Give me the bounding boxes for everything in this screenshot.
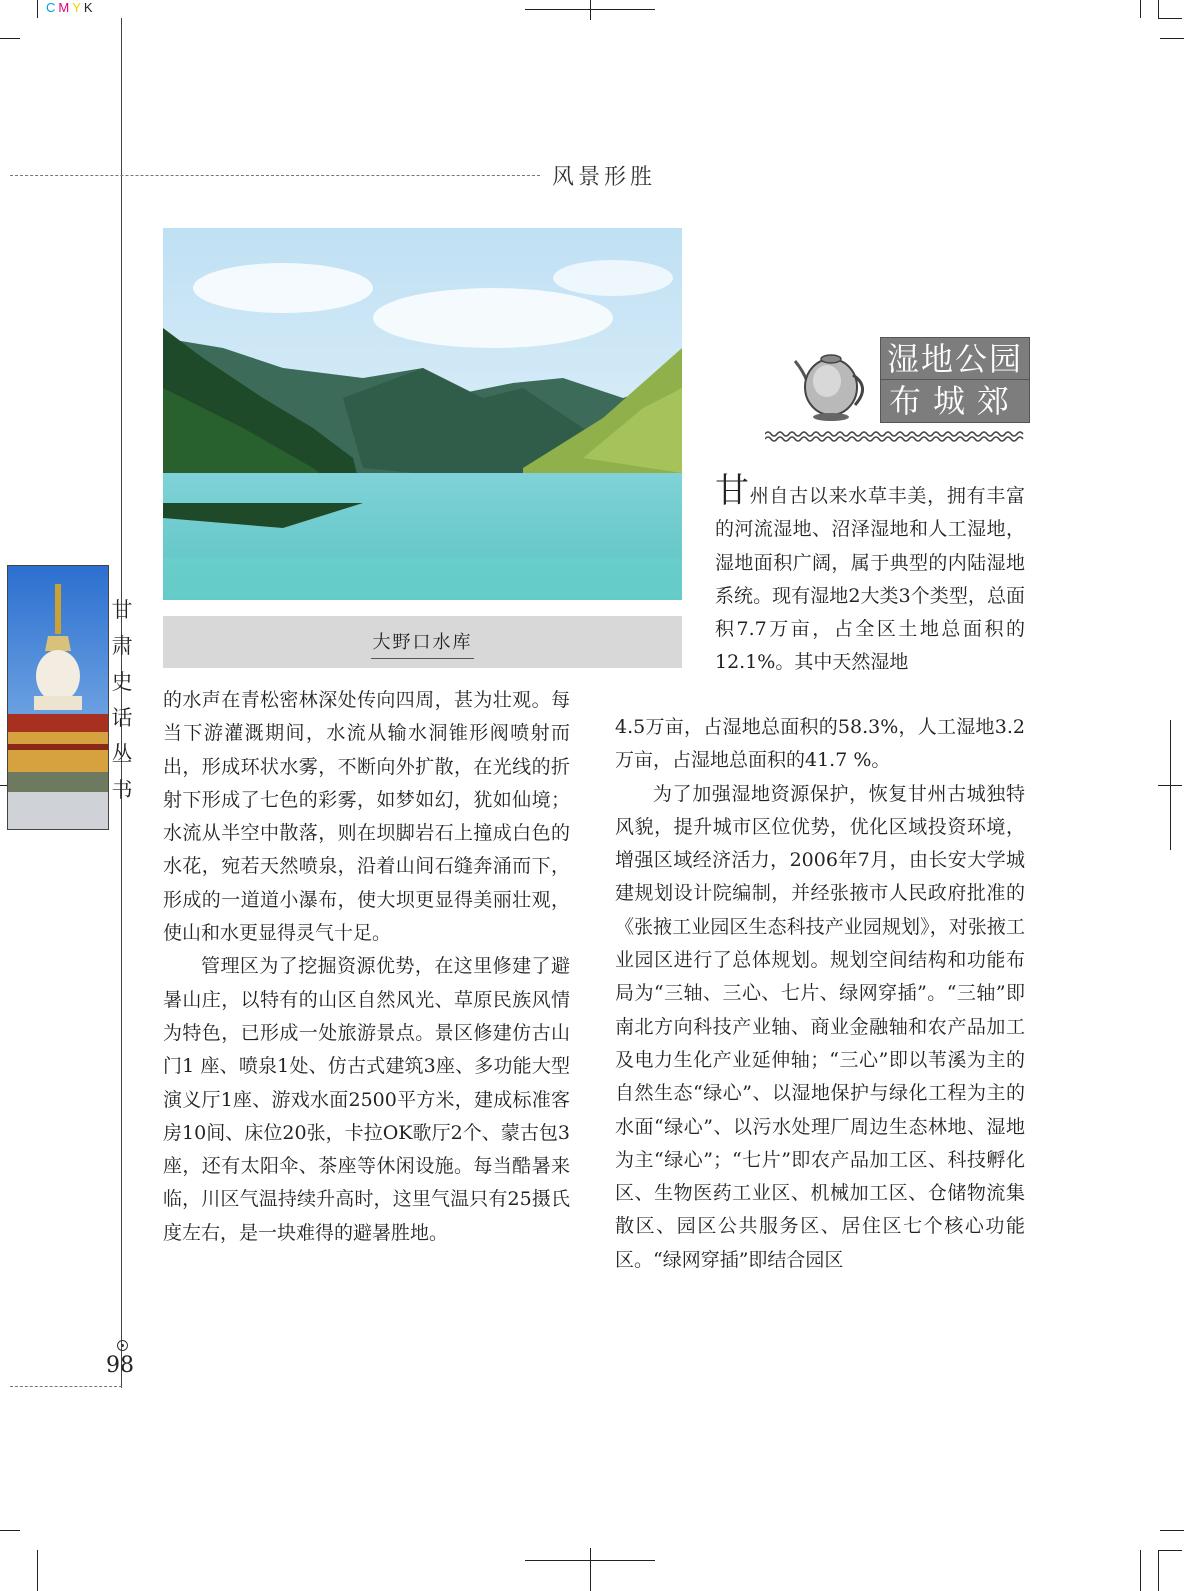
caption-underline <box>371 658 474 659</box>
article-title-line2: 布城郊 <box>880 379 1030 423</box>
photo-caption-box <box>163 616 682 668</box>
article-title-line1: 湿地公园 <box>880 337 1030 381</box>
cmyk-c: C <box>46 0 59 15</box>
crop-mark <box>1158 0 1159 18</box>
crop-mark <box>590 1548 591 1591</box>
crop-mark <box>37 0 38 18</box>
left-column <box>163 684 570 1250</box>
page-number: 98 <box>106 1353 134 1378</box>
crop-mark <box>590 0 591 20</box>
series-char: 肃 <box>111 634 133 658</box>
body-paragraph: 4.5万亩，占湿地总面积的58.3%，人工湿地3.2万亩，占湿地总面积的41.7 %。 <box>615 716 1025 772</box>
crop-mark <box>1140 0 1141 18</box>
teapot-icon <box>787 343 871 423</box>
pagoda-image <box>8 566 108 829</box>
title-wave-ornament <box>765 428 1027 442</box>
page-number-ornament <box>117 1340 128 1351</box>
right-intro-text: 州自古以来水草丰美，拥有丰富的河流湿地、沼泽湿地和人工湿地，湿地面积广阔，属于典型的内陆湿地系统。现有湿地2大类3个类型，总面积7.7万亩，占全区土地总面积的12.1%。其中天然湿地 <box>715 485 1025 674</box>
crop-mark <box>1158 18 1182 19</box>
crop-mark <box>1160 1530 1184 1531</box>
section-title: 风景形胜 <box>552 165 657 190</box>
right-intro-paragraph <box>715 471 1025 680</box>
body-paragraph: 为了加强湿地资源保护，恢复甘州古城独特风貌，提升城市区位优势，优化区域投资环境，增强区域经济活力，2006年7月，由长安大学城建规划设计院编制，并经张掖市人民政府批准的《张掖工业园区生态科技产业园规划》，对张掖工业园区进行了总体规划。规划空间结构和功能布局为“三轴、三心、七片、绿网穿插”。“三轴”即南北方向科技产业轴、商业金融轴和农产品加工及电力生化产业延伸轴；“三心”即以苇溪为主的自然生态“绿心”、以湿地保护与绿化工程为主的水面“绿心”、以污水处理厂周边生态林地、湿地为主“绿心”；“七片”即农产品加工区、科技孵化区、生物医药工业区、机械加工区、仓储物流集散区、园区公共服务区、居住区七个核心功能区。“绿网穿插”即结合园区 <box>615 782 1025 1271</box>
crop-mark <box>1158 1550 1182 1551</box>
crop-mark <box>0 38 20 39</box>
crop-mark <box>1160 38 1184 39</box>
right-column <box>615 711 1025 1277</box>
cmyk-color-marks <box>46 0 96 15</box>
crop-mark <box>1140 1550 1141 1591</box>
crop-mark <box>0 1530 20 1531</box>
series-char: 甘 <box>111 598 133 622</box>
series-char: 史 <box>111 670 133 694</box>
book-series-vertical <box>110 592 134 808</box>
cmyk-y: Y <box>72 0 84 15</box>
cmyk-m: M <box>58 0 73 15</box>
footer-dashed-rule <box>10 1386 122 1387</box>
cmyk-k: K <box>83 0 96 15</box>
drop-cap: 甘 <box>715 471 750 511</box>
crop-mark <box>1158 785 1182 786</box>
series-char: 丛 <box>111 742 133 766</box>
crop-mark <box>37 1550 38 1591</box>
body-paragraph: 的水声在青松密林深处传向四周，甚为壮观。每当下游灌溉期间，水流从输水洞锥形阀喷射而出，形成环状水雾，不断向外扩散，在光线的折射下形成了七色的彩雾，如梦如幻，犹如仙境；水流从半空中散落，则在坝脚岩石上撞成白色的水花，宛若天然喷泉，沿着山间石缝奔涌而下，形成的一道道小瀑布，使大坝更显得美丽壮观，使山和水更显得灵气十足。 <box>163 689 570 945</box>
pagoda-photo <box>7 565 109 830</box>
series-char: 话 <box>111 706 133 730</box>
header-dashed-rule <box>10 175 540 176</box>
photo-caption: 大野口水库 <box>372 632 473 653</box>
crop-mark <box>1158 1550 1159 1591</box>
series-char: 书 <box>111 778 133 802</box>
lake-landscape-image <box>163 228 682 600</box>
body-paragraph: 管理区为了挖掘资源优势，在这里修建了避暑山庄，以特有的山区自然风光、草原民族风情为特色，已形成一处旅游景点。景区修建仿古山门1 座、喷泉1处、仿古式建筑3座、多功能大型演义厅1座、游戏水面2500平方米，建成标准客房10间、床位20张，卡拉OK歌厅2个、蒙古包3座，还有太阳伞、茶座等休闲设施。每当酷暑来临，川区气温持续升高时，这里气温只有25摄氏度左右，是一块难得的避暑胜地。 <box>163 955 570 1244</box>
reservoir-photo <box>163 228 682 600</box>
